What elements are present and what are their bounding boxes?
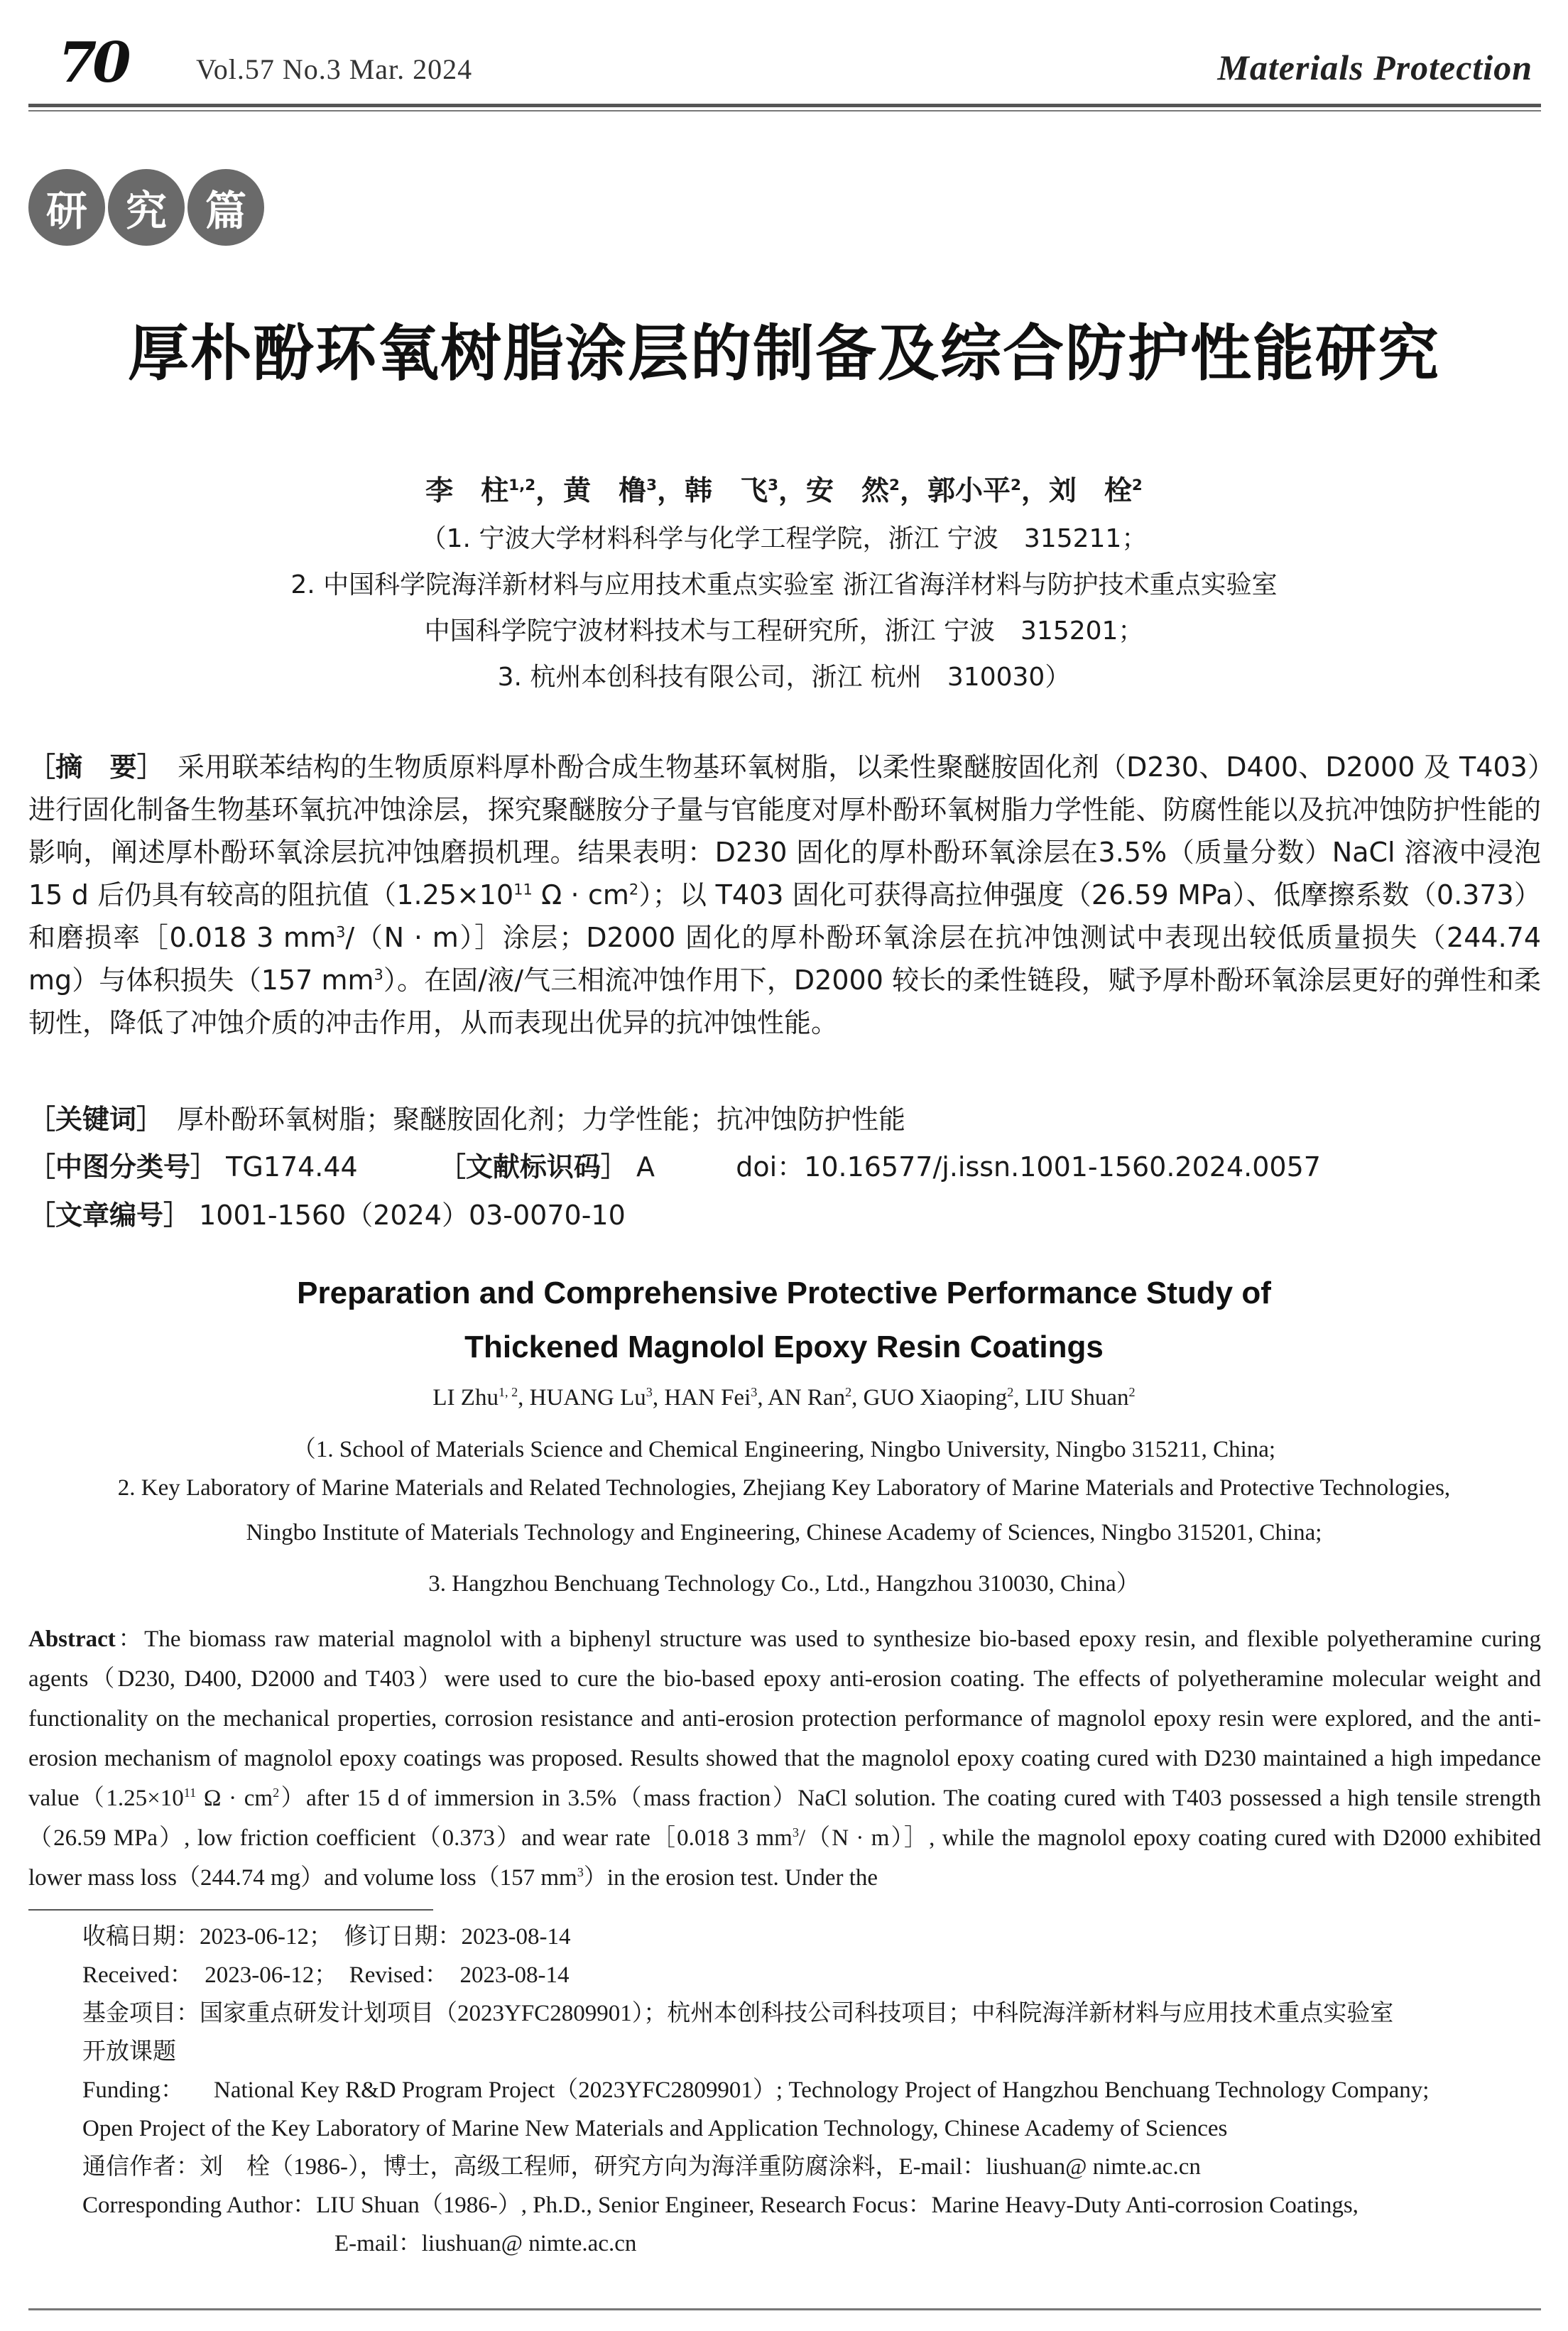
- classification-line: [28, 1145, 1541, 1184]
- funding-text: National Key R&D Program Project（2023YFC2809901）; Technology Project of Hangzhou Benchuang Technology Company;: [214, 2077, 1430, 2103]
- affiliation-sup: 2: [1128, 1385, 1136, 1399]
- page-number: 70: [58, 31, 127, 95]
- superscript: 3: [792, 1825, 799, 1840]
- affiliation-cn: （1. 宁波大学材料科学与化学工程学院，浙江 宁波 315211；: [420, 524, 1148, 553]
- abstract-text: ：The biomass raw material magnolol with a biphenyl structure was used to synthesize bio-based epoxy resin, and flexible polyetheramine curing agents（D230, D400, D2000 and T403）were used to cure the bio-based epoxy anti-erosion coating. The effects of polyetheramine molecular weight and functionality on the mechanical properties, corrosion resistance and anti-erosion protection performance of magnolol epoxy resin were explored, and the anti-erosion mechanism of magnolol epoxy coatings was proposed. Results showed that the magnolol epoxy coating cured with D230 maintained a high impedance value（1.25×10: [28, 1626, 1541, 1811]
- affiliation-sup: 2: [845, 1385, 852, 1399]
- corresponding-author-email: E-mail：liushuan@ nimte.ac.cn: [334, 2231, 637, 2256]
- abstract-text: Ω · cm: [532, 879, 629, 911]
- superscript: 11: [183, 1786, 197, 1800]
- affiliation-sup: 2: [1010, 477, 1021, 494]
- abstract-text: ）in the erosion test. Under the: [583, 1865, 878, 1891]
- author-name: ，韩 飞: [657, 475, 768, 507]
- abstract-label: Abstract: [28, 1626, 116, 1652]
- affiliation-cn: 中国科学院宁波材料技术与工程研究所，浙江 宁波 315201；: [424, 616, 1144, 646]
- affiliation-sup: 1, 2: [498, 1385, 518, 1399]
- abstract-label: ［摘 要］: [28, 751, 151, 783]
- article-title-cn: 厚朴酚环氧树脂涂层的制备及综合防护性能研究: [128, 318, 1440, 389]
- header-rule: [28, 104, 1541, 107]
- author-name: , HUANG Lu: [518, 1385, 646, 1411]
- badge-char: 篇: [187, 169, 264, 246]
- abstract-text: ）after 15 d of immersion in 3.5%（mass fraction）NaCl solution. The coating cured with T403 possessed a high tensile strength（26.59 MPa）, low friction coefficient（0.373）and wear rate［0.018 3 mm: [28, 1786, 1541, 1851]
- received-date-en: Received： 2023-06-12； Revised： 2023-08-14: [82, 1962, 570, 1988]
- journal-name: Materials Protection: [1217, 48, 1532, 87]
- section-badge: [28, 169, 264, 246]
- author-name: , AN Ran: [757, 1385, 846, 1411]
- footnote-rule: [28, 1909, 433, 1911]
- affiliation-sup: 2: [1007, 1385, 1014, 1399]
- keywords-text: 厚朴酚环氧树脂；聚醚胺固化剂；力学性能；抗冲蚀防护性能: [150, 1104, 906, 1135]
- keywords-cn: [28, 1097, 1541, 1136]
- abstract-text: 采用联苯结构的生物质原料厚朴酚合成生物基环氧树脂，以柔性聚醚胺固化剂（D230、D400、D2000 及 T403）进行固化制备生物基环氧抗冲蚀涂层，探究聚醚胺分子量与官能度对厚朴酚环氧树脂力学性能、防腐性能以及抗冲蚀防护性能的影响，阐述厚朴酚环氧涂层抗冲蚀磨损机理。结果表明：D230 固化的厚朴酚环氧涂层在3.5%（质量分数）NaCl 溶液中浸泡 15 d 后仍具有较高的阻抗值（1.25×10: [28, 751, 1541, 911]
- author-name: , LIU Shuan: [1013, 1385, 1129, 1411]
- badge-char: 研: [28, 169, 105, 246]
- keywords-label: ［关键词］: [28, 1104, 151, 1135]
- affiliation-en: 2. Key Laboratory of Marine Materials and Related Technologies, Zhejiang Key Laboratory of Marine Materials and Protective Technologies,: [117, 1475, 1451, 1501]
- affiliation-sup: 2: [1131, 477, 1143, 494]
- doi: doi：10.16577/j.issn.1001-1560.2024.0057: [736, 1151, 1321, 1183]
- author-name: , HAN Fei: [652, 1385, 751, 1411]
- author-name: ，黄 橹: [535, 475, 647, 507]
- header-rule-thin: [28, 110, 1541, 112]
- abstract-text: ）。在固/液/气三相流冲蚀作用下，D2000 较长的柔性链段，赋予厚朴酚环氧涂层更好的弹性和柔韧性，降低了冲蚀介质的冲击作用，从而表现出优异的抗冲蚀性能。: [28, 965, 1541, 1038]
- author-name: LI Zhu: [432, 1385, 499, 1411]
- abstract-text: /（N · m）］, while the magnolol epoxy coating cured with D2000 exhibited lower mass loss（244.74 mg）and volume loss（157 mm: [28, 1825, 1541, 1891]
- article-number-value: 1001-1560（2024）03-0070-10: [199, 1200, 626, 1231]
- funding-cn: [82, 1994, 1545, 2033]
- funding-en-cont: Open Project of the Key Laboratory of Marine New Materials and Application Technology, Chinese Academy of Sciences: [82, 2116, 1228, 2141]
- superscript: 3: [577, 1865, 584, 1879]
- article-title-en: Thickened Magnolol Epoxy Resin Coatings: [464, 1330, 1104, 1364]
- corresponding-author-en: Corresponding Author：LIU Shuan（1986-）, Ph.D., Senior Engineer, Research Focus：Marine Heavy-Duty Anti-corrosion Coatings,: [82, 2193, 1359, 2218]
- superscript: 3: [374, 966, 383, 984]
- doc-code-value: A: [636, 1151, 655, 1183]
- article-title-en: Preparation and Comprehensive Protective Performance Study of: [297, 1276, 1271, 1310]
- abstract-text: Ω · cm: [196, 1786, 273, 1811]
- funding-text: 国家重点研发计划项目（2023YFC2809901）；杭州本创科技公司科技项目；中科院海洋新材料与应用技术重点实验室: [200, 2001, 1394, 2026]
- funding-en: [82, 2071, 1545, 2109]
- volume-info: Vol.57 No.3 Mar. 2024: [196, 53, 473, 85]
- affiliation-sup: 3: [751, 1385, 758, 1399]
- received-date-cn: 收稿日期：2023-06-12； 修订日期：2023-08-14: [82, 1924, 571, 1950]
- badge-char: 究: [108, 169, 185, 246]
- authors-cn: [0, 469, 1568, 509]
- author-name: ，刘 栓: [1020, 475, 1132, 507]
- author-name: , GUO Xiaoping: [851, 1385, 1008, 1411]
- funding-cn-cont: 开放课题: [82, 2039, 176, 2065]
- affiliation-sup: 2: [889, 477, 900, 494]
- affiliation-sup: 3: [646, 1385, 653, 1399]
- affiliation-en: 3. Hangzhou Benchuang Technology Co., Ltd., Hangzhou 310030, China）: [428, 1571, 1140, 1597]
- superscript: 2: [628, 881, 639, 898]
- affiliation-cn: 3. 杭州本创科技有限公司，浙江 杭州 310030）: [497, 663, 1071, 692]
- superscript: 3: [336, 923, 346, 941]
- clc-value: TG174.44: [226, 1151, 358, 1183]
- abstract-cn: [28, 746, 1541, 1044]
- affiliation-sup: 3: [646, 477, 658, 494]
- doc-code-label: ［文献标识码］: [438, 1151, 628, 1183]
- author-name: ，安 然: [778, 475, 890, 507]
- funding-label: Funding：: [82, 2077, 185, 2103]
- affiliation-sup: 3: [768, 477, 779, 494]
- affiliation-cn: 2. 中国科学院海洋新材料与应用技术重点实验室 浙江省海洋材料与防护技术重点实验室: [290, 570, 1278, 599]
- clc-label: ［中图分类号］: [28, 1151, 218, 1183]
- running-header: [28, 30, 1541, 95]
- affiliation-en: （1. School of Materials Science and Chemical Engineering, Ningbo University, Ningbo 315211, China;: [292, 1437, 1276, 1462]
- author-name: 李 柱: [425, 475, 509, 507]
- bottom-rule: [28, 2308, 1541, 2310]
- affiliation-sup: 1,2: [508, 477, 536, 494]
- abstract-text: /（N · m）］涂层；D2000 固化的厚朴酚环氧涂层在抗冲蚀测试中表现出较低质量损失（244.74 mg）与体积损失（157 mm: [28, 922, 1542, 996]
- article-number-label: ［文章编号］: [28, 1200, 191, 1231]
- superscript: 11: [513, 881, 533, 898]
- article-number-line: [28, 1193, 1541, 1232]
- authors-en: [0, 1385, 1568, 1411]
- funding-label: 基金项目：: [82, 2001, 200, 2026]
- superscript: 2: [273, 1786, 280, 1800]
- abstract-text: ）；以 T403 固化可获得高拉伸强度（26.59 MPa）、低摩擦系数（0.373）和磨损率［0.018 3 mm: [28, 879, 1542, 953]
- author-name: ，郭小平: [899, 475, 1011, 507]
- abstract-en: [28, 1619, 1541, 1898]
- affiliation-en: Ningbo Institute of Materials Technology and Engineering, Chinese Academy of Sciences, Ningbo 315201, China;: [246, 1520, 1322, 1545]
- corresponding-author-cn: 通信作者：刘 栓（1986-），博士，高级工程师，研究方向为海洋重防腐涂料，E-mail：liushuan@ nimte.ac.cn: [82, 2154, 1201, 2180]
